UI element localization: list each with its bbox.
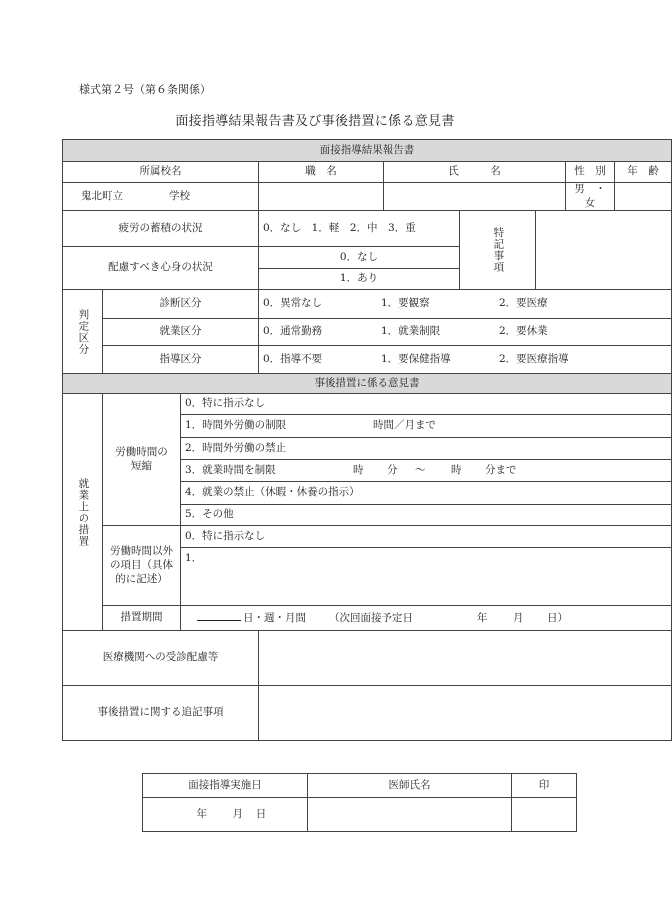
doctor-name-field[interactable] [308, 798, 512, 832]
work-measures-label: 就業上の措置 [77, 477, 90, 547]
overtime-limit-unit: 時間／月まで [373, 419, 436, 432]
additional-notes-label: 事後措置に関する追記事項 [63, 686, 259, 741]
reduction-option-1[interactable]: 1．時間外労働の制限 時間／月まで [181, 415, 672, 438]
period-blank[interactable] [197, 610, 241, 621]
period-field[interactable]: 日・週・月間 （次回面接予定日 年 月 日） [181, 606, 672, 631]
other-option-0[interactable]: 0．特に指示なし [181, 526, 672, 548]
school-name-field[interactable] [63, 183, 259, 211]
work-measures-label-cell [63, 394, 103, 631]
judgment-label: 判定区分 [77, 308, 90, 355]
special-notes-label-cell [460, 211, 536, 290]
special-notes-label: 特記事項 [492, 227, 505, 274]
age-header: 年 齢 [615, 162, 672, 183]
interview-date-header: 面接指導実施日 [143, 774, 308, 798]
seal-header: 印 [512, 774, 577, 798]
hours-reduction-label: 労働時間の短縮 [103, 394, 181, 526]
report-section-header: 面接指導結果報告書 [63, 140, 672, 162]
form-number-label: 様式第２号（第６条関係） [79, 83, 211, 96]
mental-option-none[interactable]: 0．なし [259, 247, 460, 269]
sex-field[interactable]: 男 ・ 女 [566, 183, 615, 211]
reduction-option-3[interactable]: 3．就業時間を制限 時 分 〜 時 分まで [181, 460, 672, 482]
work-category-options[interactable]: 0．通常勤務 1．就業制限 2．要休業 [259, 319, 672, 346]
judgment-label-cell [63, 290, 103, 374]
school-prefix: 鬼北町立 [81, 189, 123, 202]
age-field[interactable] [615, 183, 672, 211]
reduction-option-5[interactable]: 5．その他 [181, 505, 672, 526]
signature-table [142, 773, 577, 832]
school-suffix: 学校 [169, 189, 190, 202]
reduction-option-4[interactable]: 4．就業の禁止（休暇・休養の指示） [181, 482, 672, 505]
school-header: 所属校名 [63, 162, 259, 183]
medical-consideration-field[interactable] [259, 631, 672, 686]
mental-state-label: 配慮すべき心身の状況 [63, 247, 259, 290]
other-items-label: 労働時間以外の項目（具体的に記述） [103, 526, 181, 606]
reduction-option-2[interactable]: 2．時間外労働の禁止 [181, 438, 672, 460]
name-field[interactable] [384, 183, 566, 211]
doctor-name-header: 医師氏名 [308, 774, 512, 798]
reduction-option-0[interactable]: 0．特に指示なし [181, 394, 672, 415]
mental-option-yes[interactable]: 1．あり [259, 269, 460, 290]
report-table [62, 139, 672, 741]
special-notes-field[interactable] [536, 211, 672, 290]
fatigue-label: 疲労の蓄積の状況 [63, 211, 259, 247]
diagnosis-label: 診断区分 [103, 290, 259, 319]
work-category-label: 就業区分 [103, 319, 259, 346]
sex-header: 性 別 [566, 162, 615, 183]
position-field[interactable] [259, 183, 384, 211]
medical-consideration-label: 医療機関への受診配慮等 [63, 631, 259, 686]
period-label: 措置期間 [103, 606, 181, 631]
position-header: 職 名 [259, 162, 384, 183]
interview-date-field[interactable]: 年 月 日 [143, 798, 308, 832]
opinion-section-header: 事後措置に係る意見書 [63, 374, 672, 394]
seal-field[interactable] [512, 798, 577, 832]
name-header: 氏 名 [384, 162, 566, 183]
guidance-label: 指導区分 [103, 346, 259, 374]
additional-notes-field[interactable] [259, 686, 672, 741]
document-title: 面接指導結果報告書及び事後措置に係る意見書 [175, 114, 455, 129]
guidance-options[interactable]: 0．指導不要 1．要保健指導 2．要医療指導 [259, 346, 672, 374]
fatigue-options[interactable]: 0．なし 1．軽 2．中 3．重 [259, 211, 460, 247]
diagnosis-options[interactable]: 0．異常なし 1．要観察 2．要医療 [259, 290, 672, 319]
other-option-1[interactable]: 1． [181, 548, 672, 606]
